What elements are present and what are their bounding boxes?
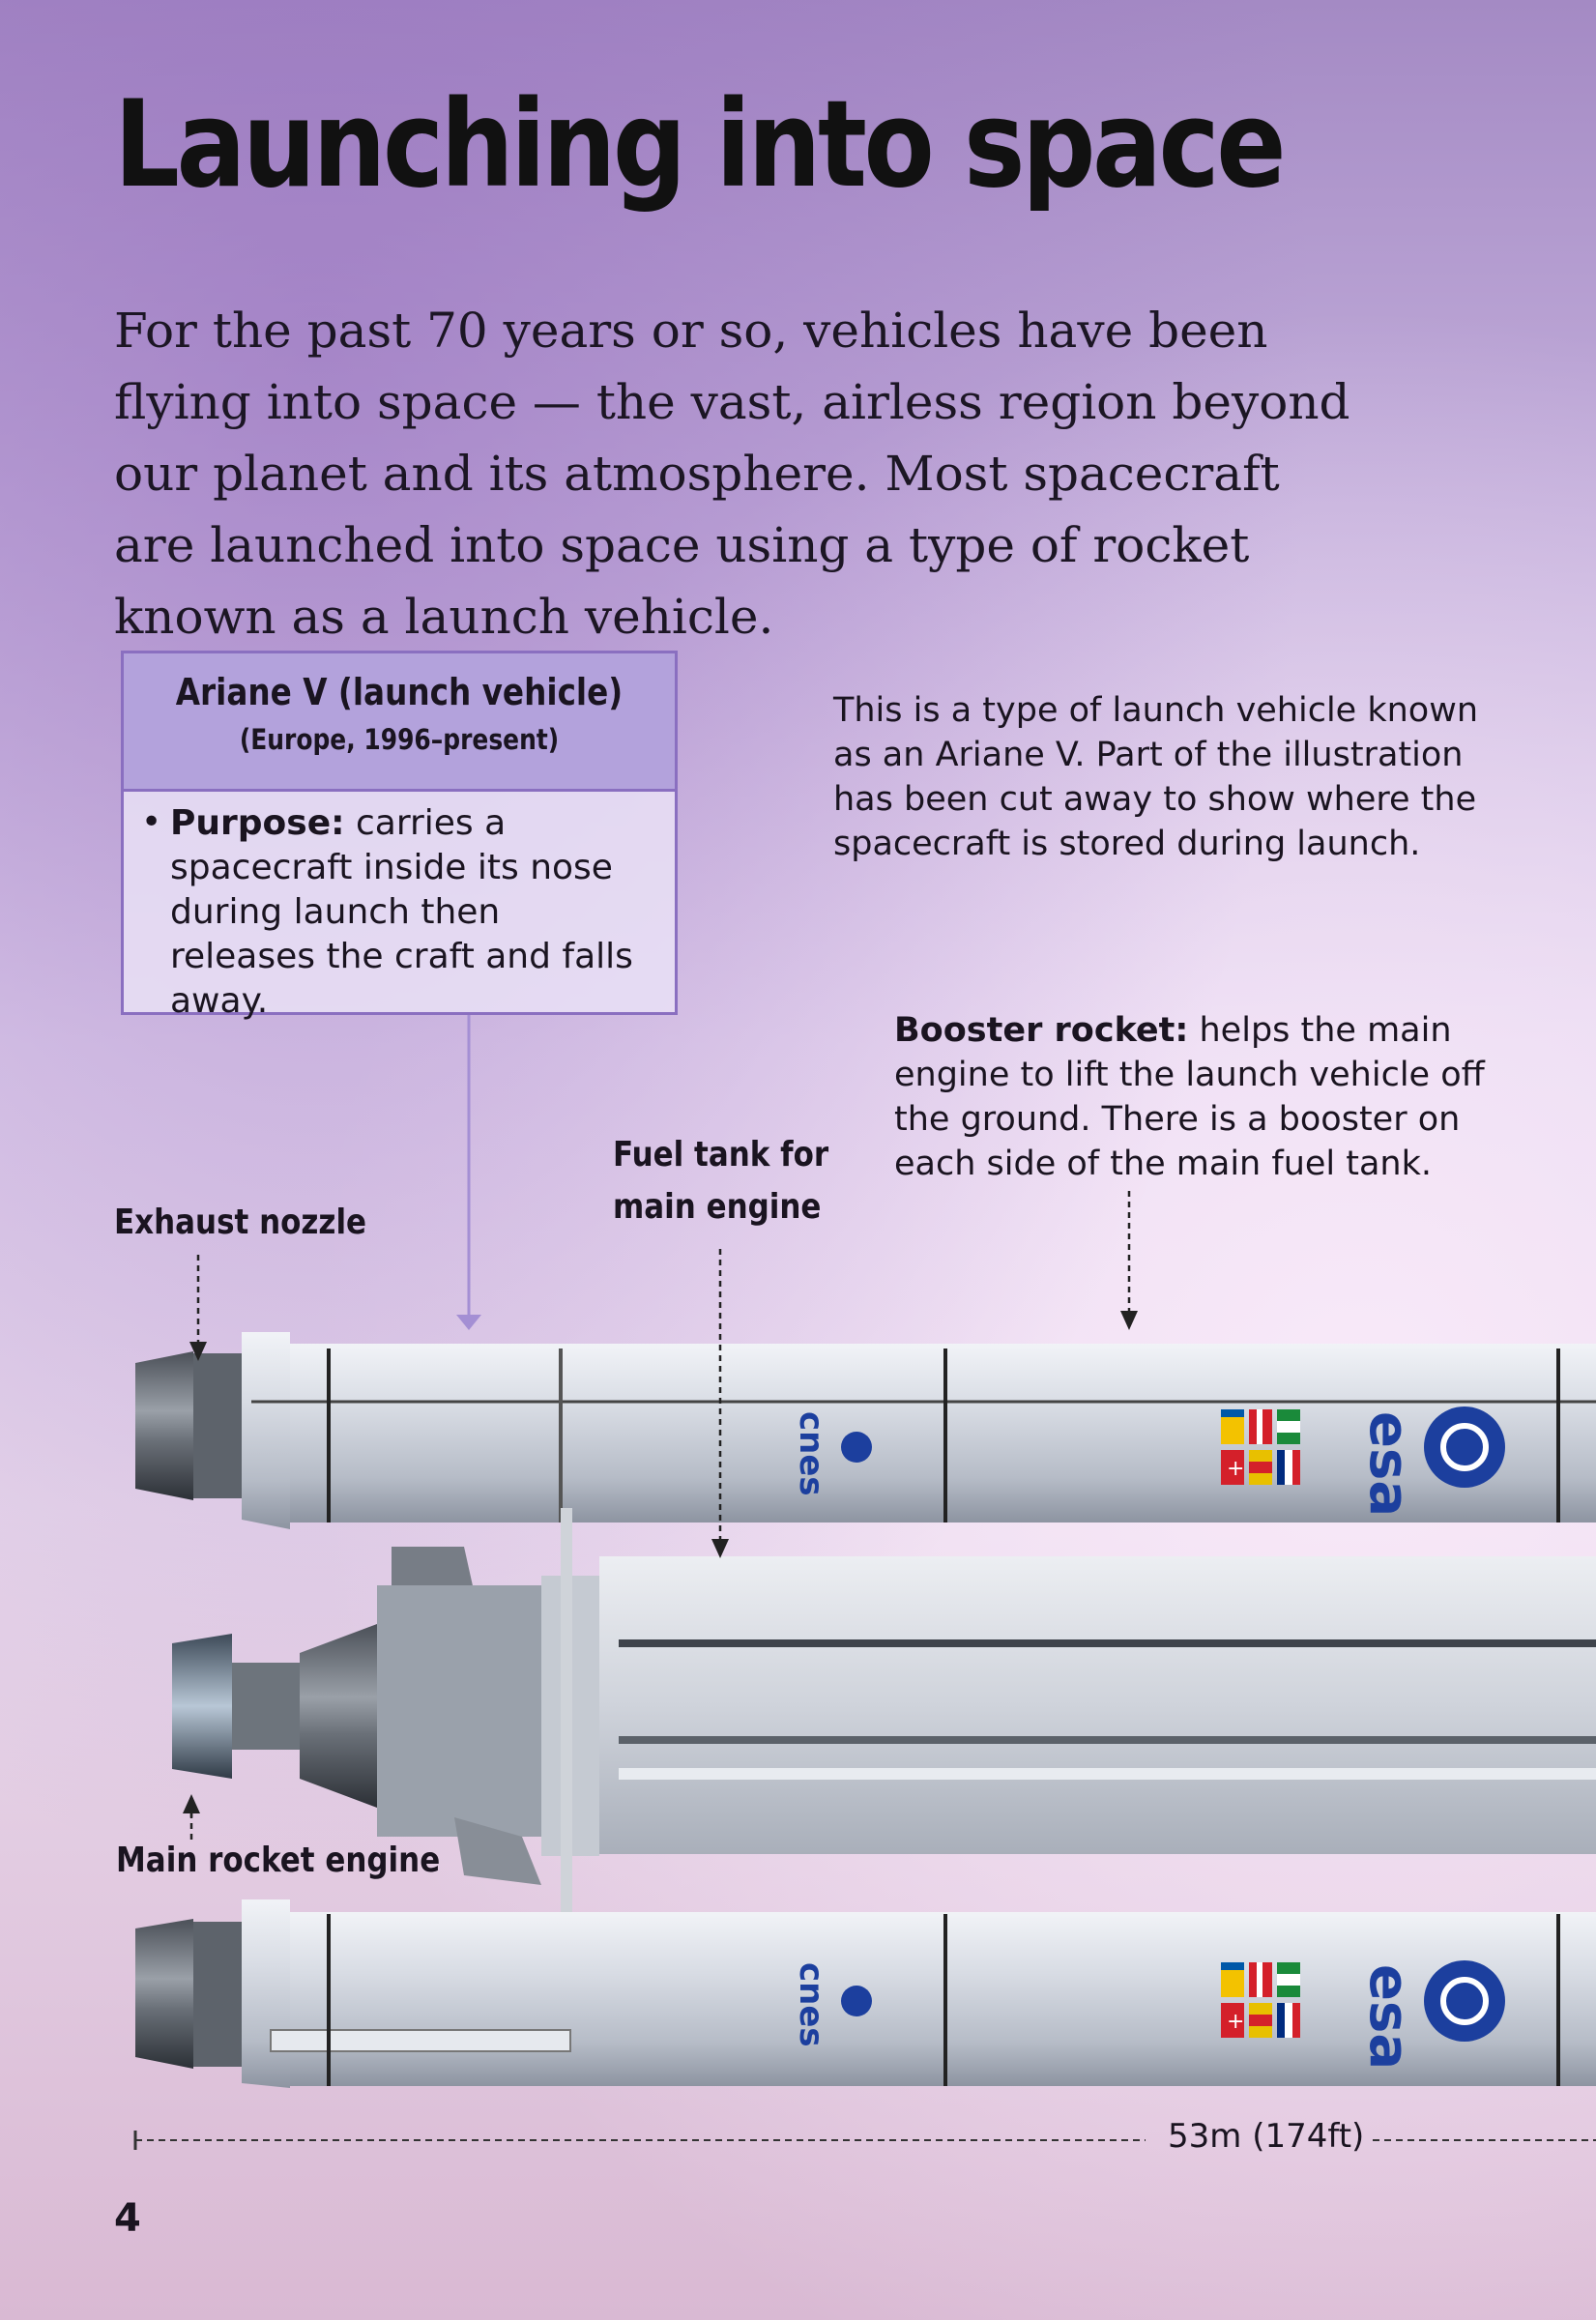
info-box-subtitle: (Europe, 1996–present) [239, 723, 560, 756]
booster-text: helps the main engine to lift the launch vehicle off the ground. There is a booster on each side of the main fuel tank. [894, 1011, 1485, 1183]
fuel-tank-arrow-icon [711, 1539, 729, 1558]
exhaust-nozzle-label: Exhaust nozzle [114, 1203, 367, 1242]
fuel-tank-label-line1: Fuel tank for [613, 1135, 829, 1174]
booster-arrow-icon [1120, 1311, 1138, 1330]
cnes-logo-bottom: cnes [792, 1962, 830, 2047]
connector-arrow-icon [456, 1315, 481, 1330]
intro-paragraph: For the past 70 years or so, vehicles have been flying into space — the vast, airless region beyond our planet and its atmosphere. Most spacecraft are launched into space using a type of rocket known as a launch vehicle. [114, 303, 1350, 645]
booster-label: Booster rocket: [894, 1011, 1189, 1050]
page-number: 4 [114, 2196, 141, 2241]
purpose-text: carries a spacecraft inside its nose during launch then releases the craft and falls away. [170, 803, 633, 1021]
dimension-label: 53m (174ft) [1168, 2117, 1365, 2156]
main-engine-label: Main rocket engine [116, 1841, 441, 1880]
svg-text:+: + [1227, 2010, 1245, 2034]
cnes-logo-top: cnes [792, 1411, 830, 1496]
nozzle-arrow-icon [189, 1342, 207, 1361]
info-box-title: Ariane V (launch vehicle) [175, 671, 624, 713]
esa-logo-top: esa [1357, 1411, 1420, 1518]
illustration-caption: This is a type of launch vehicle known as an Ariane V. Part of the illustration has been cut away to show where the spacecraft is stored during launch. [833, 691, 1479, 863]
esa-logo-bottom: esa [1357, 1964, 1420, 2071]
engine-arrow-icon [183, 1794, 200, 1813]
bullet-dot: • [141, 802, 162, 842]
svg-text:+: + [1227, 1457, 1245, 1481]
purpose-label: Purpose: [170, 803, 345, 843]
fuel-tank-label-line2: main engine [613, 1187, 822, 1227]
page-title: Launching into space [114, 75, 1284, 215]
